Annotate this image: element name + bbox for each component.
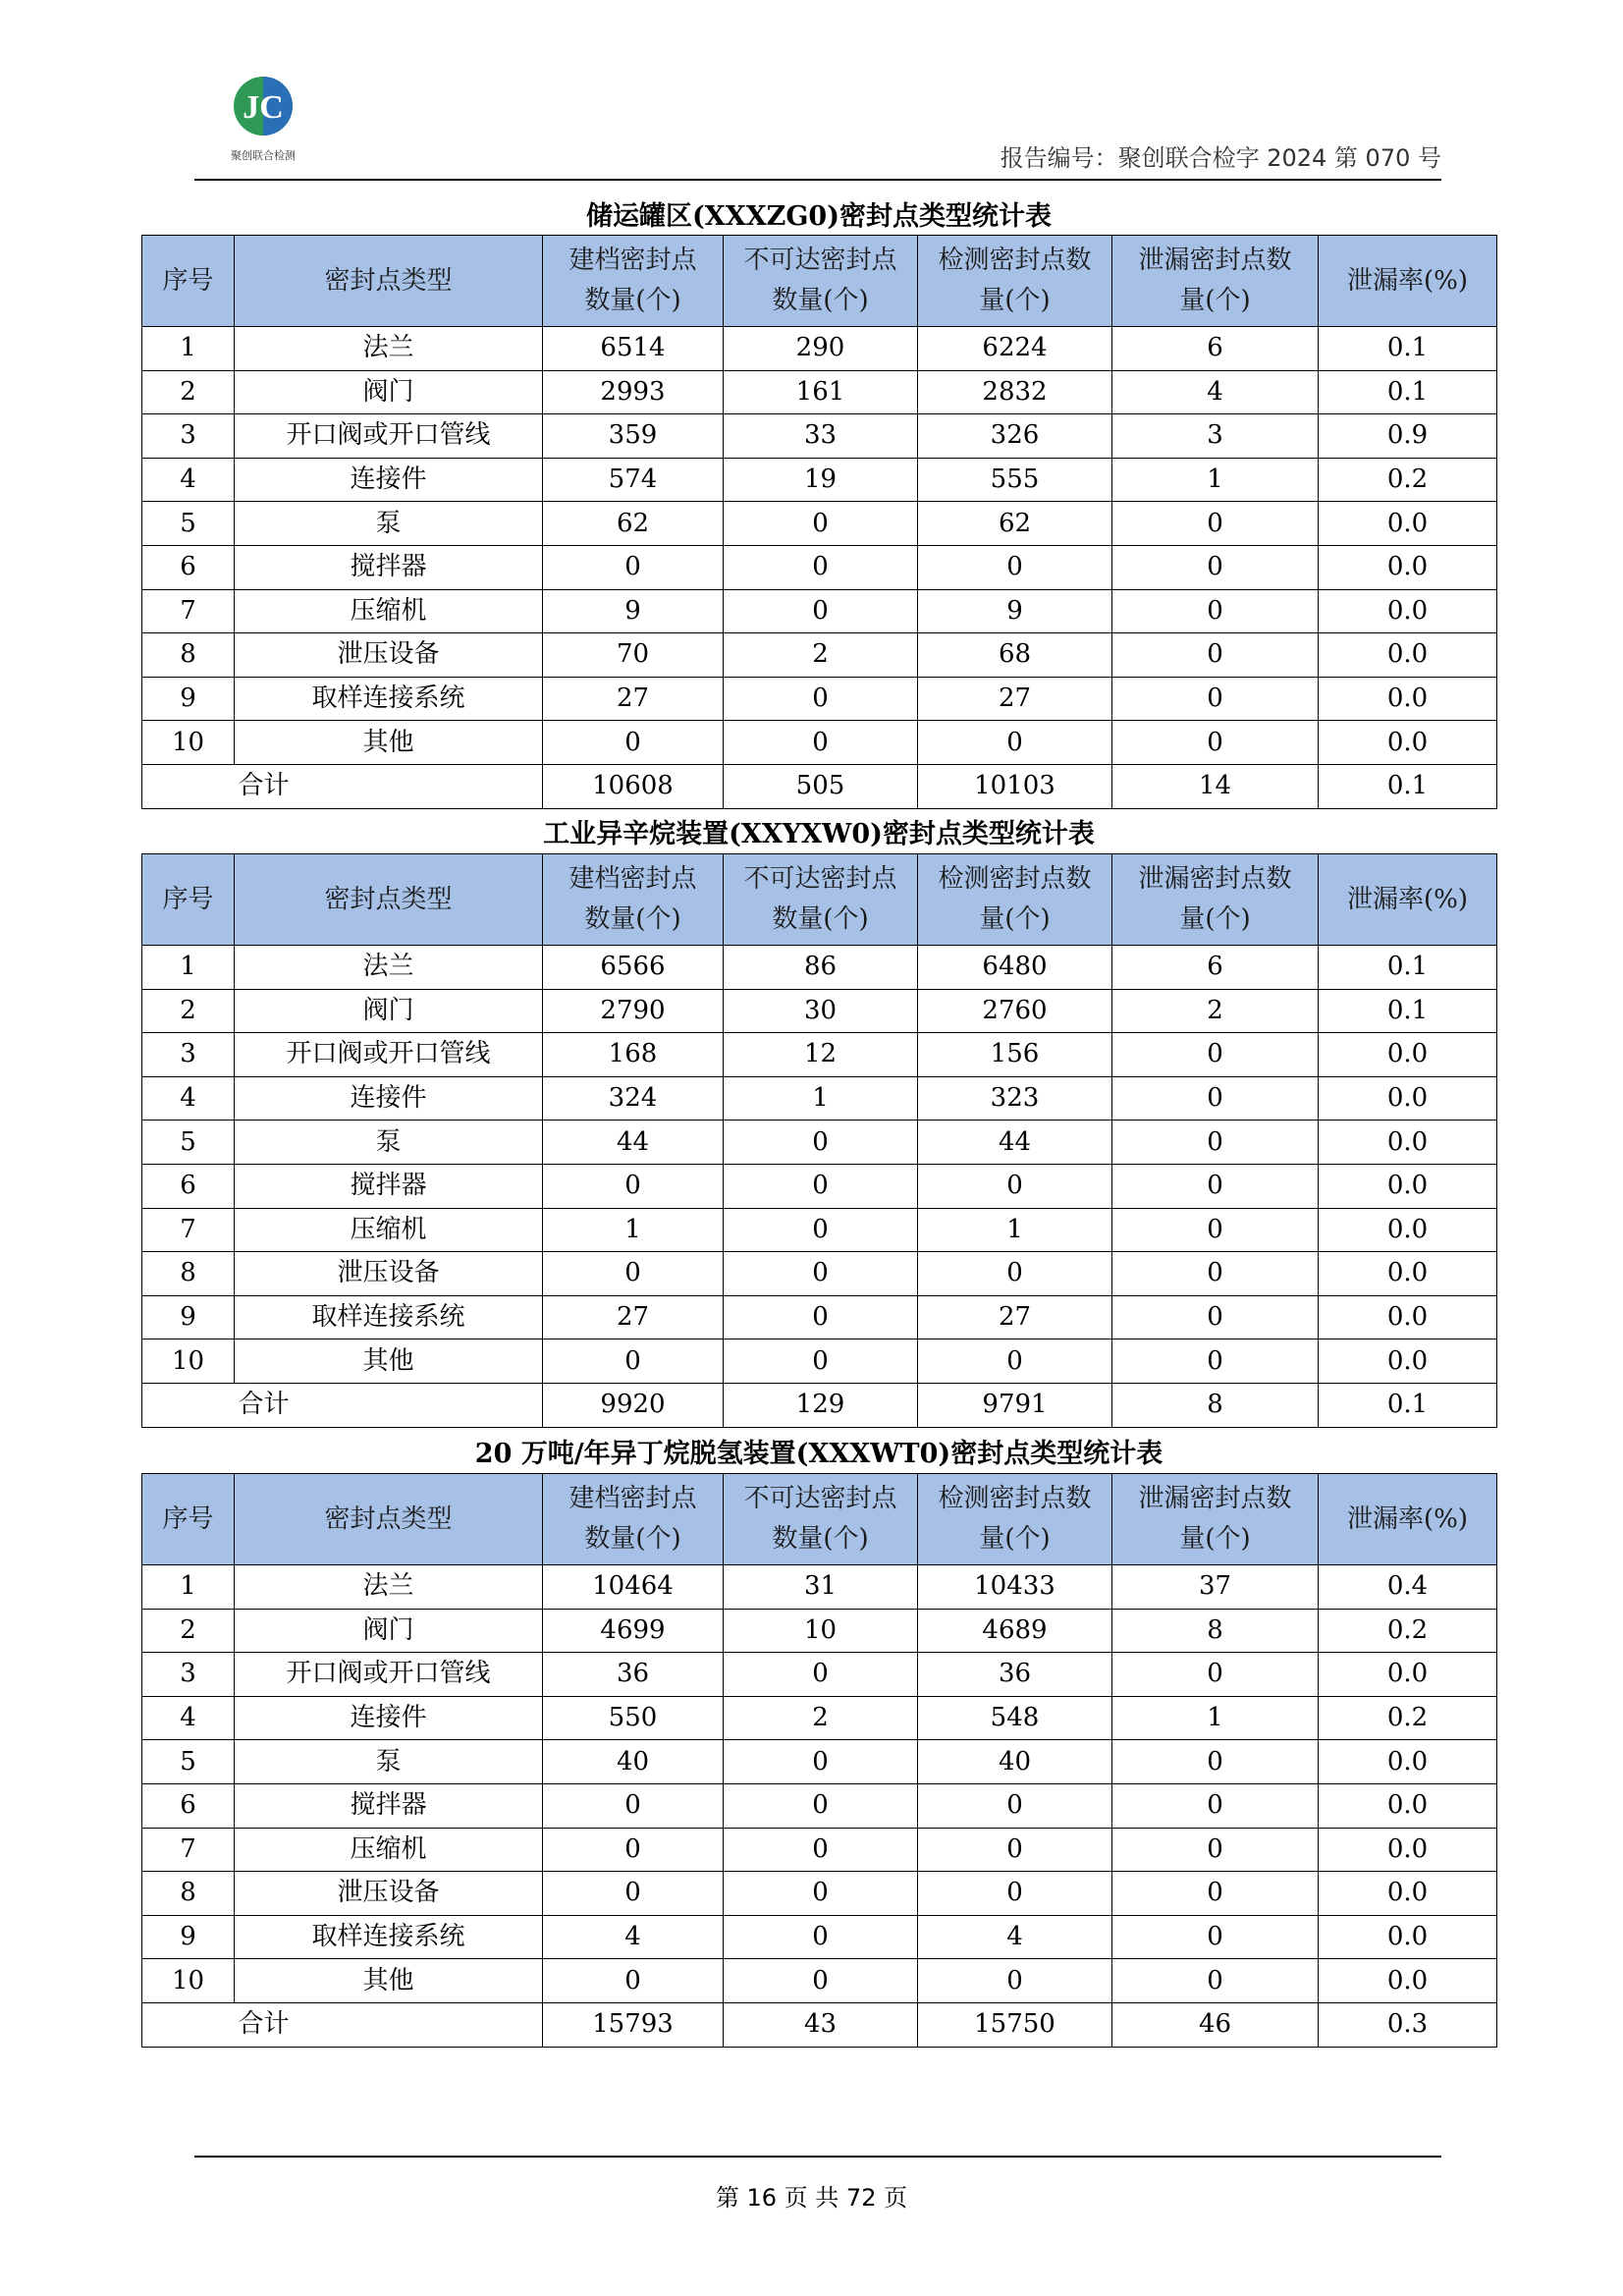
table-cell: 0 xyxy=(1112,502,1319,546)
table-cell: 33 xyxy=(724,414,918,459)
table-cell: 0 xyxy=(918,1164,1112,1208)
table-cell: 6 xyxy=(142,545,235,589)
table-cell: 0 xyxy=(1112,1295,1319,1339)
column-header: 检测密封点数量(个) xyxy=(918,236,1112,327)
table-cell: 0 xyxy=(724,1295,918,1339)
table-row xyxy=(142,545,1497,589)
table-cell: 0.0 xyxy=(1319,1783,1497,1828)
table-cell: 0.0 xyxy=(1319,1252,1497,1296)
table-cell: 40 xyxy=(918,1740,1112,1784)
table-cell: 其他 xyxy=(235,721,543,765)
column-header: 检测密封点数量(个) xyxy=(918,1474,1112,1565)
table-cell: 9 xyxy=(142,1915,235,1959)
table-cell: 10 xyxy=(142,1959,235,2003)
table-row xyxy=(142,502,1497,546)
table-cell: 6514 xyxy=(543,327,724,371)
table-cell: 0 xyxy=(543,1872,724,1916)
column-header: 泄漏密封点数量(个) xyxy=(1112,236,1319,327)
table-cell: 0.2 xyxy=(1319,458,1497,502)
table-cell: 0 xyxy=(1112,1740,1319,1784)
table-cell: 4 xyxy=(543,1915,724,1959)
table-cell: 0 xyxy=(724,1252,918,1296)
table-row xyxy=(142,1295,1497,1339)
table-cell: 连接件 xyxy=(235,1076,543,1121)
table-cell: 27 xyxy=(543,677,724,721)
table-cell: 27 xyxy=(543,1295,724,1339)
table-cell: 6 xyxy=(142,1164,235,1208)
table-row xyxy=(142,1208,1497,1252)
table-cell: 法兰 xyxy=(235,327,543,371)
table-cell: 取样连接系统 xyxy=(235,677,543,721)
table-cell: 开口阀或开口管线 xyxy=(235,414,543,459)
table-cell: 0.0 xyxy=(1319,1164,1497,1208)
table-cell: 548 xyxy=(918,1696,1112,1740)
table-cell: 19 xyxy=(724,458,918,502)
header-row xyxy=(142,236,1497,327)
table-title: 储运罐区(XXXZG0)密封点类型统计表 xyxy=(586,201,1052,232)
table-cell: 44 xyxy=(543,1121,724,1165)
table-cell: 9 xyxy=(142,677,235,721)
total-row xyxy=(142,2002,1497,2047)
table-cell: 5 xyxy=(142,1740,235,1784)
table-cell: 2993 xyxy=(543,370,724,414)
table-cell: 法兰 xyxy=(235,1565,543,1610)
table-cell: 取样连接系统 xyxy=(235,1915,543,1959)
table-row xyxy=(142,1121,1497,1165)
table-row xyxy=(142,1872,1497,1916)
table-row xyxy=(142,589,1497,633)
total-cell: 0.1 xyxy=(1319,764,1497,808)
table-cell: 0 xyxy=(1112,1121,1319,1165)
column-header: 序号 xyxy=(142,854,235,946)
table-cell: 0 xyxy=(918,545,1112,589)
table-row xyxy=(142,1653,1497,1697)
table-cell: 0 xyxy=(724,1783,918,1828)
table-row xyxy=(142,677,1497,721)
column-header: 密封点类型 xyxy=(235,1474,543,1565)
table-cell: 0 xyxy=(1112,1164,1319,1208)
table-cell: 2760 xyxy=(918,989,1112,1033)
column-header: 检测密封点数量(个) xyxy=(918,854,1112,946)
table-cell: 0 xyxy=(724,1915,918,1959)
table-cell: 0 xyxy=(724,1653,918,1697)
table-cell: 其他 xyxy=(235,1959,543,2003)
table-cell: 0.0 xyxy=(1319,1915,1497,1959)
table-cell: 0.0 xyxy=(1319,1339,1497,1384)
table-cell: 1 xyxy=(918,1208,1112,1252)
table-cell: 0 xyxy=(1112,721,1319,765)
table-row xyxy=(142,327,1497,371)
table-cell: 62 xyxy=(543,502,724,546)
total-label: 合计 xyxy=(142,2002,543,2047)
table-cell: 阀门 xyxy=(235,370,543,414)
table-cell: 0.0 xyxy=(1319,1121,1497,1165)
total-cell: 129 xyxy=(724,1383,918,1427)
table-cell: 搅拌器 xyxy=(235,545,543,589)
table-cell: 323 xyxy=(918,1076,1112,1121)
table-cell: 0 xyxy=(724,1740,918,1784)
table-cell: 0.9 xyxy=(1319,414,1497,459)
table-row xyxy=(142,1252,1497,1296)
table-cell: 0.0 xyxy=(1319,721,1497,765)
table-cell: 574 xyxy=(543,458,724,502)
table-cell: 0 xyxy=(918,1828,1112,1872)
table-cell: 0 xyxy=(1112,1339,1319,1384)
table-cell: 泄压设备 xyxy=(235,1252,543,1296)
table-cell: 31 xyxy=(724,1565,918,1610)
table-cell: 0.1 xyxy=(1319,989,1497,1033)
table-cell: 0.4 xyxy=(1319,1565,1497,1610)
table-cell: 8 xyxy=(142,1252,235,1296)
table-cell: 开口阀或开口管线 xyxy=(235,1653,543,1697)
table-cell: 0 xyxy=(724,545,918,589)
total-cell: 505 xyxy=(724,764,918,808)
table-cell: 0 xyxy=(724,1121,918,1165)
footer-rule xyxy=(194,2156,1441,2158)
table-cell: 324 xyxy=(543,1076,724,1121)
table-cell: 开口阀或开口管线 xyxy=(235,1033,543,1077)
table-cell: 1 xyxy=(142,327,235,371)
table-cell: 0.0 xyxy=(1319,1959,1497,2003)
column-header: 不可达密封点数量(个) xyxy=(724,854,918,946)
table-cell: 0.0 xyxy=(1319,502,1497,546)
table-cell: 0 xyxy=(543,721,724,765)
header-row xyxy=(142,1474,1497,1565)
table-cell: 泄压设备 xyxy=(235,633,543,678)
table-row xyxy=(142,1959,1497,2003)
column-header: 建档密封点数量(个) xyxy=(543,1474,724,1565)
total-label: 合计 xyxy=(142,1383,543,1427)
table-cell: 4 xyxy=(142,458,235,502)
table-cell: 4699 xyxy=(543,1609,724,1653)
table-cell: 4 xyxy=(1112,370,1319,414)
table-cell: 0 xyxy=(543,1959,724,2003)
total-cell: 0.3 xyxy=(1319,2002,1497,2047)
table-cell: 0 xyxy=(1112,1033,1319,1077)
table-cell: 0 xyxy=(918,1783,1112,1828)
table-cell: 3 xyxy=(142,414,235,459)
table-cell: 泄压设备 xyxy=(235,1872,543,1916)
table-cell: 168 xyxy=(543,1033,724,1077)
total-cell: 43 xyxy=(724,2002,918,2047)
table-cell: 10433 xyxy=(918,1565,1112,1610)
column-header: 建档密封点数量(个) xyxy=(543,236,724,327)
column-header: 不可达密封点数量(个) xyxy=(724,1474,918,1565)
table-cell: 0 xyxy=(543,1339,724,1384)
table-row xyxy=(142,946,1497,990)
column-header: 不可达密封点数量(个) xyxy=(724,236,918,327)
table-title: 20 万吨/年异丁烷脱氢装置(XXXWT0)密封点类型统计表 xyxy=(474,1439,1163,1469)
table-cell: 0 xyxy=(1112,633,1319,678)
table-cell: 0 xyxy=(543,1164,724,1208)
table-cell: 7 xyxy=(142,1208,235,1252)
total-row xyxy=(142,1383,1497,1427)
table-cell: 68 xyxy=(918,633,1112,678)
table-cell: 86 xyxy=(724,946,918,990)
seal-point-stats-table xyxy=(141,1473,1497,2048)
table-cell: 0 xyxy=(724,1828,918,1872)
table-cell: 0.0 xyxy=(1319,633,1497,678)
logo-mark: JC xyxy=(243,89,284,126)
table-cell: 27 xyxy=(918,677,1112,721)
table-cell: 3 xyxy=(142,1653,235,1697)
table-cell: 0 xyxy=(918,1959,1112,2003)
table-cell: 0.0 xyxy=(1319,1076,1497,1121)
column-header: 序号 xyxy=(142,1474,235,1565)
logo-text: 聚创联合检测 xyxy=(231,149,296,162)
table-cell: 0 xyxy=(1112,1783,1319,1828)
page-number: 第 16 页 共 72 页 xyxy=(715,2184,908,2212)
table-cell: 0 xyxy=(1112,1959,1319,2003)
table-cell: 4 xyxy=(142,1076,235,1121)
table-cell: 161 xyxy=(724,370,918,414)
table-cell: 1 xyxy=(724,1076,918,1121)
table-cell: 0 xyxy=(918,1339,1112,1384)
table-cell: 6 xyxy=(1112,946,1319,990)
total-cell: 0.1 xyxy=(1319,1383,1497,1427)
table-cell: 30 xyxy=(724,989,918,1033)
table-cell: 2 xyxy=(724,1696,918,1740)
total-label: 合计 xyxy=(142,764,543,808)
table-row xyxy=(142,1033,1497,1077)
table-cell: 0 xyxy=(1112,589,1319,633)
table-cell: 0 xyxy=(1112,1828,1319,1872)
column-header: 泄漏率(%) xyxy=(1319,236,1497,327)
table-cell: 36 xyxy=(543,1653,724,1697)
seal-point-stats-table xyxy=(141,853,1497,1428)
table-cell: 0.0 xyxy=(1319,1828,1497,1872)
column-header: 序号 xyxy=(142,236,235,327)
header-row xyxy=(142,854,1497,946)
total-cell: 15750 xyxy=(918,2002,1112,2047)
table-cell: 0 xyxy=(724,1872,918,1916)
total-cell: 10608 xyxy=(543,764,724,808)
table-cell: 9 xyxy=(918,589,1112,633)
table-cell: 0 xyxy=(724,1339,918,1384)
table-cell: 0 xyxy=(724,502,918,546)
table-cell: 0.0 xyxy=(1319,1740,1497,1784)
report-number: 报告编号：聚创联合检字 2024 第 070 号 xyxy=(1000,144,1441,172)
table-cell: 0.0 xyxy=(1319,677,1497,721)
table-cell: 6 xyxy=(1112,327,1319,371)
table-cell: 8 xyxy=(1112,1609,1319,1653)
table-cell: 法兰 xyxy=(235,946,543,990)
table-cell: 0.0 xyxy=(1319,1872,1497,1916)
table-cell: 1 xyxy=(543,1208,724,1252)
table-cell: 6480 xyxy=(918,946,1112,990)
table-cell: 1 xyxy=(1112,458,1319,502)
table-cell: 8 xyxy=(142,633,235,678)
table-row xyxy=(142,414,1497,459)
table-cell: 阀门 xyxy=(235,1609,543,1653)
table-cell: 2 xyxy=(724,633,918,678)
table-cell: 0 xyxy=(918,721,1112,765)
table-cell: 2832 xyxy=(918,370,1112,414)
table-cell: 0 xyxy=(1112,1653,1319,1697)
table-row xyxy=(142,1565,1497,1610)
table-cell: 0.0 xyxy=(1319,589,1497,633)
column-header: 密封点类型 xyxy=(235,236,543,327)
table-cell: 4 xyxy=(142,1696,235,1740)
table-cell: 10 xyxy=(142,1339,235,1384)
table-cell: 5 xyxy=(142,1121,235,1165)
table-cell: 8 xyxy=(142,1872,235,1916)
table-cell: 40 xyxy=(543,1740,724,1784)
table-cell: 压缩机 xyxy=(235,1208,543,1252)
column-header: 泄漏率(%) xyxy=(1319,1474,1497,1565)
table-cell: 搅拌器 xyxy=(235,1164,543,1208)
table-cell: 0.1 xyxy=(1319,327,1497,371)
table-cell: 6 xyxy=(142,1783,235,1828)
total-cell: 15793 xyxy=(543,2002,724,2047)
table-cell: 2 xyxy=(1112,989,1319,1033)
table-row xyxy=(142,1740,1497,1784)
table-cell: 7 xyxy=(142,1828,235,1872)
total-cell: 14 xyxy=(1112,764,1319,808)
table-cell: 0 xyxy=(724,677,918,721)
table-row xyxy=(142,1915,1497,1959)
table-row xyxy=(142,1783,1497,1828)
table-cell: 0 xyxy=(918,1872,1112,1916)
table-cell: 290 xyxy=(724,327,918,371)
table-row xyxy=(142,989,1497,1033)
table-cell: 36 xyxy=(918,1653,1112,1697)
table-cell: 2790 xyxy=(543,989,724,1033)
table-cell: 泵 xyxy=(235,1740,543,1784)
table-cell: 156 xyxy=(918,1033,1112,1077)
column-header: 密封点类型 xyxy=(235,854,543,946)
table-cell: 4689 xyxy=(918,1609,1112,1653)
table-cell: 0 xyxy=(1112,1076,1319,1121)
table-cell: 2 xyxy=(142,989,235,1033)
table-cell: 12 xyxy=(724,1033,918,1077)
table-cell: 阀门 xyxy=(235,989,543,1033)
table-cell: 555 xyxy=(918,458,1112,502)
table-row xyxy=(142,1696,1497,1740)
table-cell: 0 xyxy=(724,1208,918,1252)
table-cell: 0.0 xyxy=(1319,1295,1497,1339)
total-row xyxy=(142,764,1497,808)
total-cell: 46 xyxy=(1112,2002,1319,2047)
table-cell: 连接件 xyxy=(235,1696,543,1740)
table-cell: 0.0 xyxy=(1319,1033,1497,1077)
table-cell: 压缩机 xyxy=(235,1828,543,1872)
table-cell: 0 xyxy=(543,1783,724,1828)
table-cell: 550 xyxy=(543,1696,724,1740)
table-cell: 5 xyxy=(142,502,235,546)
table-cell: 359 xyxy=(543,414,724,459)
table-row xyxy=(142,721,1497,765)
table-cell: 7 xyxy=(142,589,235,633)
table-cell: 0 xyxy=(1112,677,1319,721)
table-cell: 10464 xyxy=(543,1565,724,1610)
table-row xyxy=(142,1609,1497,1653)
table-cell: 44 xyxy=(918,1121,1112,1165)
table-cell: 0.1 xyxy=(1319,370,1497,414)
total-cell: 8 xyxy=(1112,1383,1319,1427)
table-cell: 取样连接系统 xyxy=(235,1295,543,1339)
table-row xyxy=(142,1076,1497,1121)
table-cell: 326 xyxy=(918,414,1112,459)
table-cell: 0 xyxy=(543,545,724,589)
table-cell: 0 xyxy=(724,1959,918,2003)
table-cell: 0.2 xyxy=(1319,1696,1497,1740)
table-cell: 连接件 xyxy=(235,458,543,502)
table-cell: 0 xyxy=(1112,545,1319,589)
table-cell: 0.0 xyxy=(1319,1653,1497,1697)
table-cell: 0.0 xyxy=(1319,545,1497,589)
table-cell: 9 xyxy=(543,589,724,633)
table-cell: 1 xyxy=(142,1565,235,1610)
table-cell: 3 xyxy=(1112,414,1319,459)
table-cell: 0.0 xyxy=(1319,1208,1497,1252)
table-cell: 0 xyxy=(918,1252,1112,1296)
table-cell: 3 xyxy=(142,1033,235,1077)
table-cell: 4 xyxy=(918,1915,1112,1959)
table-cell: 6224 xyxy=(918,327,1112,371)
table-cell: 62 xyxy=(918,502,1112,546)
table-cell: 0.2 xyxy=(1319,1609,1497,1653)
table-cell: 0 xyxy=(543,1828,724,1872)
page-header xyxy=(194,69,1441,181)
table-cell: 0 xyxy=(543,1252,724,1296)
table-cell: 70 xyxy=(543,633,724,678)
table-cell: 1 xyxy=(142,946,235,990)
table-row xyxy=(142,458,1497,502)
table-row xyxy=(142,370,1497,414)
table-cell: 压缩机 xyxy=(235,589,543,633)
table-cell: 0 xyxy=(724,721,918,765)
table-cell: 27 xyxy=(918,1295,1112,1339)
table-cell: 0 xyxy=(1112,1252,1319,1296)
table-cell: 2 xyxy=(142,370,235,414)
table-cell: 0 xyxy=(1112,1915,1319,1959)
table-title: 工业异辛烷装置(XXYXW0)密封点类型统计表 xyxy=(543,819,1095,849)
table-row xyxy=(142,1164,1497,1208)
table-row xyxy=(142,1339,1497,1384)
table-cell: 搅拌器 xyxy=(235,1783,543,1828)
table-cell: 37 xyxy=(1112,1565,1319,1610)
column-header: 泄漏密封点数量(个) xyxy=(1112,854,1319,946)
column-header: 泄漏率(%) xyxy=(1319,854,1497,946)
table-row xyxy=(142,1828,1497,1872)
table-cell: 1 xyxy=(1112,1696,1319,1740)
table-cell: 0 xyxy=(724,1164,918,1208)
table-cell: 0.1 xyxy=(1319,946,1497,990)
table-cell: 10 xyxy=(724,1609,918,1653)
table-cell: 0 xyxy=(1112,1208,1319,1252)
table-cell: 9 xyxy=(142,1295,235,1339)
column-header: 泄漏密封点数量(个) xyxy=(1112,1474,1319,1565)
company-logo xyxy=(224,69,302,167)
total-cell: 10103 xyxy=(918,764,1112,808)
table-cell: 10 xyxy=(142,721,235,765)
table-cell: 0 xyxy=(1112,1872,1319,1916)
table-cell: 泵 xyxy=(235,502,543,546)
column-header: 建档密封点数量(个) xyxy=(543,854,724,946)
table-cell: 0 xyxy=(724,589,918,633)
table-cell: 6566 xyxy=(543,946,724,990)
table-cell: 其他 xyxy=(235,1339,543,1384)
seal-point-stats-table xyxy=(141,235,1497,809)
table-cell: 2 xyxy=(142,1609,235,1653)
total-cell: 9791 xyxy=(918,1383,1112,1427)
table-cell: 泵 xyxy=(235,1121,543,1165)
table-row xyxy=(142,633,1497,678)
total-cell: 9920 xyxy=(543,1383,724,1427)
